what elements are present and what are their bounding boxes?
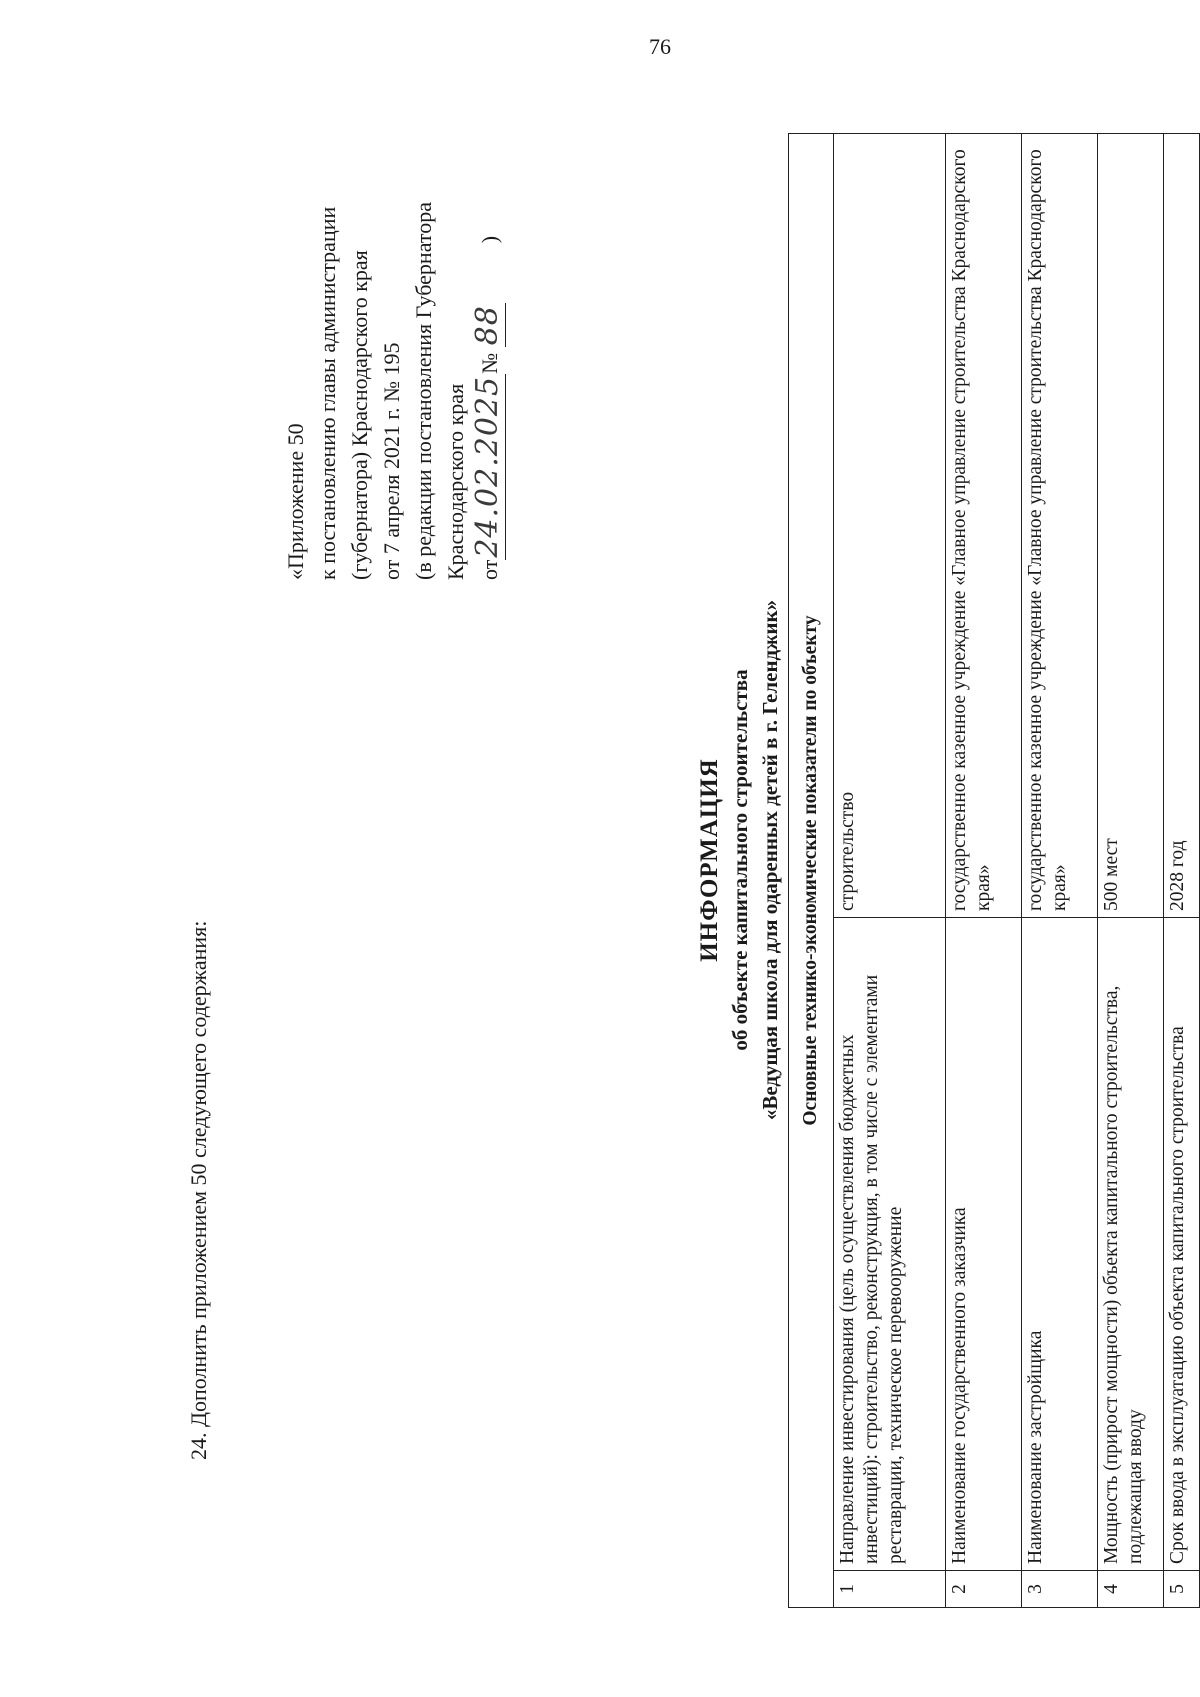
row-value: государственное казенное учреждение «Главное управление строительства Краснодарского края» [946, 134, 1022, 918]
heading-object-name: «Ведущая школа для одаренных детей в г. Геленджик» [758, 599, 782, 1121]
table-header-row [789, 134, 834, 1608]
table-row [1022, 134, 1098, 1608]
appendix-line: Краснодарского края [443, 383, 468, 580]
row-number: 4 [1098, 1571, 1164, 1608]
row-value: 500 мест [1098, 134, 1164, 918]
table-row [1098, 134, 1164, 1608]
row-value: строительство [834, 134, 946, 918]
row-parameter: Мощность (прирост мощности) объекта капитального строительства, подлежащая вводу [1098, 918, 1164, 1571]
row-parameter: Наименование государственного заказчика [946, 918, 1022, 1571]
appendix-date-line [472, 110, 506, 580]
row-number: 5 [1164, 1571, 1200, 1608]
handwritten-date: 24.02.2025 [470, 375, 505, 558]
table-row [1164, 134, 1200, 1608]
row-parameter: Наименование застройщика [1022, 918, 1098, 1571]
row-value: государственное казенное учреждение «Главное управление строительства Краснодарского края» [1022, 134, 1098, 918]
appendix-line: от 7 апреля 2021 г. № 195 [379, 342, 404, 580]
appendix-line: к постановлению главы администрации [315, 206, 340, 580]
appendix-stamp [280, 110, 506, 580]
appendix-line: (губернатора) Краснодарского края [347, 250, 372, 580]
row-parameter: Срок ввода в эксплуатацию объекта капитального строительства [1164, 918, 1200, 1571]
row-parameter: Направление инвестирования (цель осуществления бюджетных инвестиций): строительство, реконструкция, в том числе с элементами реставрации, техническое перевооружение [834, 918, 946, 1571]
row-number: 2 [946, 1571, 1022, 1608]
table-row [834, 134, 946, 1608]
row-number: 3 [1022, 1571, 1098, 1608]
date-prefix: от [477, 559, 502, 580]
handwritten-number: 88 [470, 305, 505, 346]
heading-subtitle: об объекте капитального строительства [728, 669, 752, 1051]
page-number: 76 [649, 34, 671, 59]
document-heading [695, 100, 785, 1620]
appendix-line: «Приложение 50 [283, 423, 308, 580]
closing-parenthesis: ) [477, 235, 502, 244]
indicators-table [788, 133, 1200, 1608]
heading-title: ИНФОРМАЦИЯ [696, 758, 723, 962]
table-row [946, 134, 1022, 1608]
appendix-line: (в редакции постановления Губернатора [411, 202, 436, 580]
table-header: Основные технико-экономические показатели по объекту [789, 134, 834, 1608]
intro-paragraph: 24. Дополнить приложением 50 следующего содержания: [186, 920, 211, 1460]
number-prefix: № [477, 352, 502, 374]
row-number: 1 [834, 1571, 946, 1608]
row-value: 2028 год [1164, 134, 1200, 918]
rotated-content [130, 100, 1200, 1620]
